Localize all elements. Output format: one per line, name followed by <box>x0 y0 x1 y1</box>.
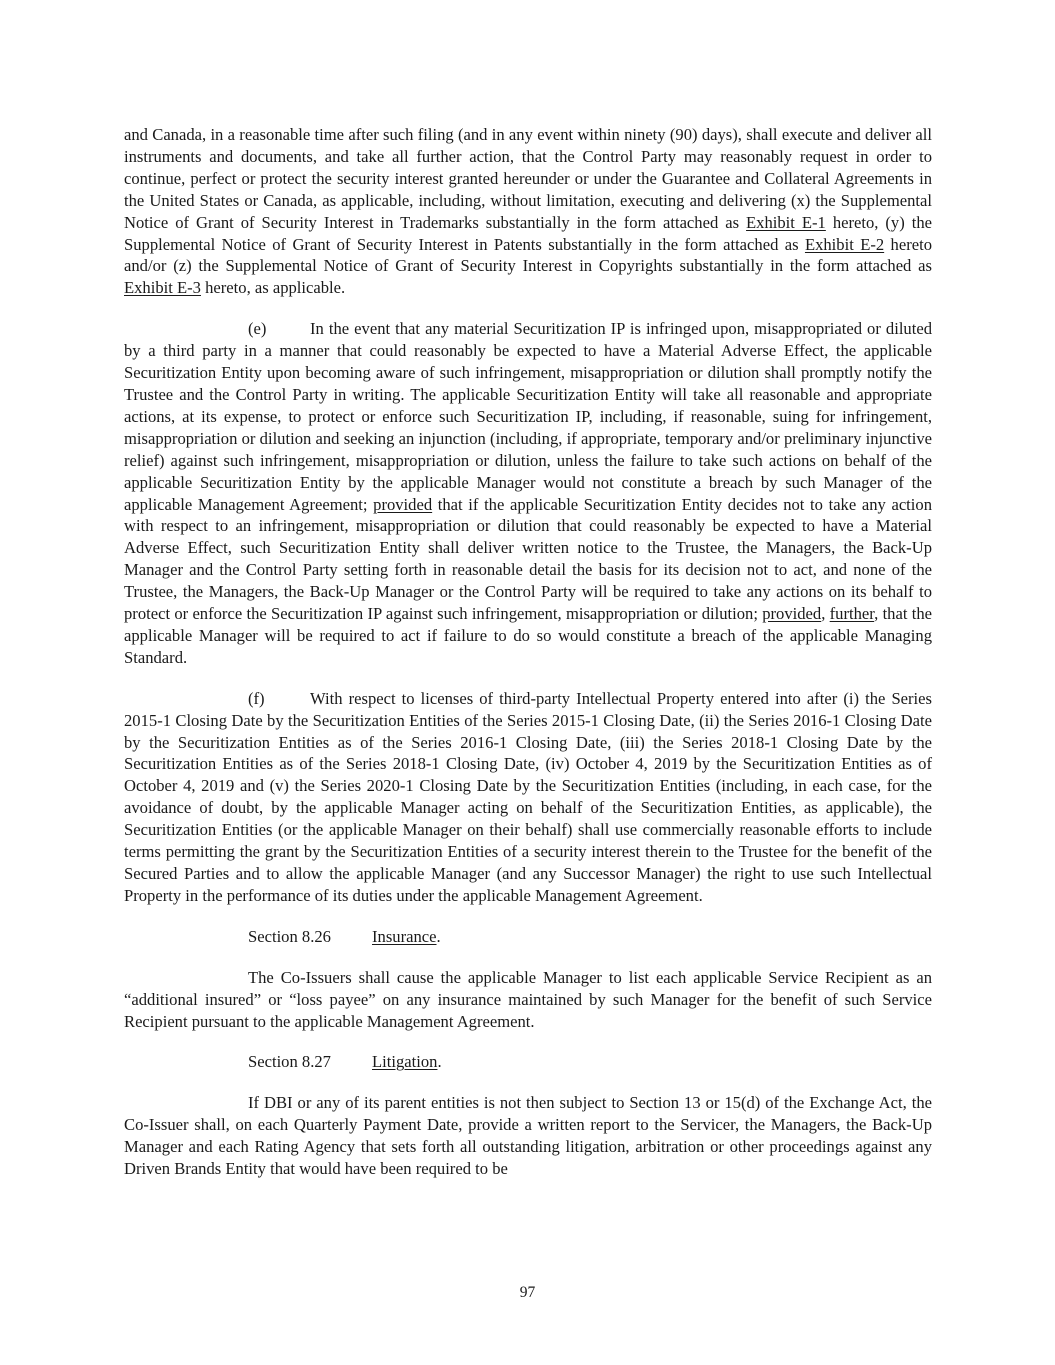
section-title: Litigation <box>372 1052 438 1072</box>
section-8-27-body: If DBI or any of its parent entities is not then subject to Section 13 or 15(d) of the Exchange Act, the Co-Issuer shall, on each Quarterly Payment Date, provide a written report to the Servicer, the Managers, the Back-Up Manager and each Rating Agency that sets forth all outstanding litigation, arbitration or other proceedings against any Driven Brands Entity that would have been required to be <box>124 1093 932 1179</box>
paragraph-text: hereto, (y) the Supplemental Notice of Grant of Security Interest in Patents substantially in the form attached as <box>124 212 932 254</box>
section-title: Insurance <box>372 926 437 946</box>
paragraph-text: With respect to licenses of third-party Intellectual Property entered into after (i) the Series 2015-1 Closing Date by the Securitization Entities of the Series 2015-1 Closing Date, (ii) the Series 2016-1 Closing Date by the Securitization Entities as of the Series 2016-1 Closing Date, (iii) the Series 2018-1 Closing Date by the Securitization Entities as of the Series 2018-1 Closing Date, (iv) October 4, 2019 by the Securitization Entities as of October 4, 2019 and (v) the Series 2020-1 Closing Date by the Securitization Entities (including, in each case, for the avoidance of doubt, by the applicable Manager acting on behalf of the Securitization Entities, as applicable), the Securitization Entities (or the applicable Manager on their behalf) shall use commercially reasonable efforts to include terms permitting the grant by the Securitization Entities of a security interest therein to the Trustee for the benefit of the Secured Parties and to allow the applicable Manager (and any Successor Manager) the right to use such Intellectual Property in the performance of its duties under the applicable Management Agreement. <box>124 688 932 905</box>
section-number: Section 8.26 <box>248 926 331 946</box>
provided-term: provided <box>373 494 433 514</box>
continuation-paragraph <box>124 124 932 299</box>
paragraph-f <box>124 688 932 907</box>
paragraph-label: (f) <box>248 688 265 708</box>
provided-term: provided <box>762 604 822 624</box>
paragraph-text: that if the applicable Securitization Entity decides not to take any action with respect to an infringement, misappropriation or dilution that could reasonably be expected to have a Material Adverse Effect, such Securitization Entity shall deliver written notice to the Trustee, the Managers, the Back-Up Manager and the Control Party setting forth in reasonable detail the basis for its decision not to act, and none of the Trustee, the Managers, the Back-Up Manager or the Control Party will be required to take any actions on its behalf to protect or enforce the Securitization IP against such infringement, misappropriation or dilution; <box>124 494 932 624</box>
paragraph-e <box>124 318 932 669</box>
section-8-27-heading <box>248 1051 932 1073</box>
paragraph-text: hereto and/or (z) the Supplemental Notice of Grant of Security Interest in Copyrights substantially in the form attached as <box>124 234 932 276</box>
section-title-period: . <box>437 1052 442 1072</box>
paragraph-text: hereto, as applicable. <box>200 278 346 298</box>
paragraph-text: , that the applicable Manager will be required to act if failure to do so would constitute a breach of the applicable Managing Standard. <box>124 604 932 667</box>
exhibit-e1-reference: Exhibit E-1 <box>746 212 826 232</box>
further-term: further <box>829 604 875 624</box>
section-number: Section 8.27 <box>248 1052 331 1072</box>
page-number: 97 <box>519 1284 536 1301</box>
paragraph-text: and Canada, in a reasonable time after such filing (and in any event within ninety (90) days), shall execute and deliver all instruments and documents, and take all further action, that the Control Party may reasonably request in order to continue, perfect or protect the security interest granted hereunder or under the Guarantee and Collateral Agreements in the United States or Canada, as applicable, including, without limitation, executing and delivering (x) the Supplemental Notice of Grant of Security Interest in Trademarks substantially in the form attached as <box>124 125 932 232</box>
exhibit-e3-reference: Exhibit E-3 <box>124 278 201 298</box>
paragraph-text: In the event that any material Securitization IP is infringed upon, misappropriated or diluted by a third party in a manner that could reasonably be expected to have a Material Adverse Effect, the applicable Securitization Entity upon becoming aware of such infringement, misappropriation or dilution shall promptly notify the Trustee and the Control Party in writing. The applicable Securitization Entity will take all reasonable and appropriate actions, at its expense, to protect or enforce such Securitization IP, including, if reasonable, suing for infringement, misappropriation or dilution and seeking an injunction (including, if appropriate, temporary and/or preliminary injunctive relief) against such infringement, misappropriation or dilution, unless the failure to take such actions on behalf of the applicable Securitization Entity by the applicable Manager would not constitute a breach by such Manager of the applicable Management Agreement; <box>124 319 932 514</box>
section-title-period: . <box>436 926 441 946</box>
paragraph-text: , <box>821 604 830 624</box>
section-8-26-body: The Co-Issuers shall cause the applicable Manager to list each applicable Service Recipient as an “additional insured” or “loss payee” on any insurance maintained by such Manager for the benefit of such Service Recipient pursuant to the applicable Management Agreement. <box>124 967 932 1031</box>
section-8-26-heading <box>248 926 932 948</box>
document-page <box>124 124 932 1199</box>
paragraph-label: (e) <box>248 319 267 339</box>
exhibit-e2-reference: Exhibit E-2 <box>804 234 885 254</box>
